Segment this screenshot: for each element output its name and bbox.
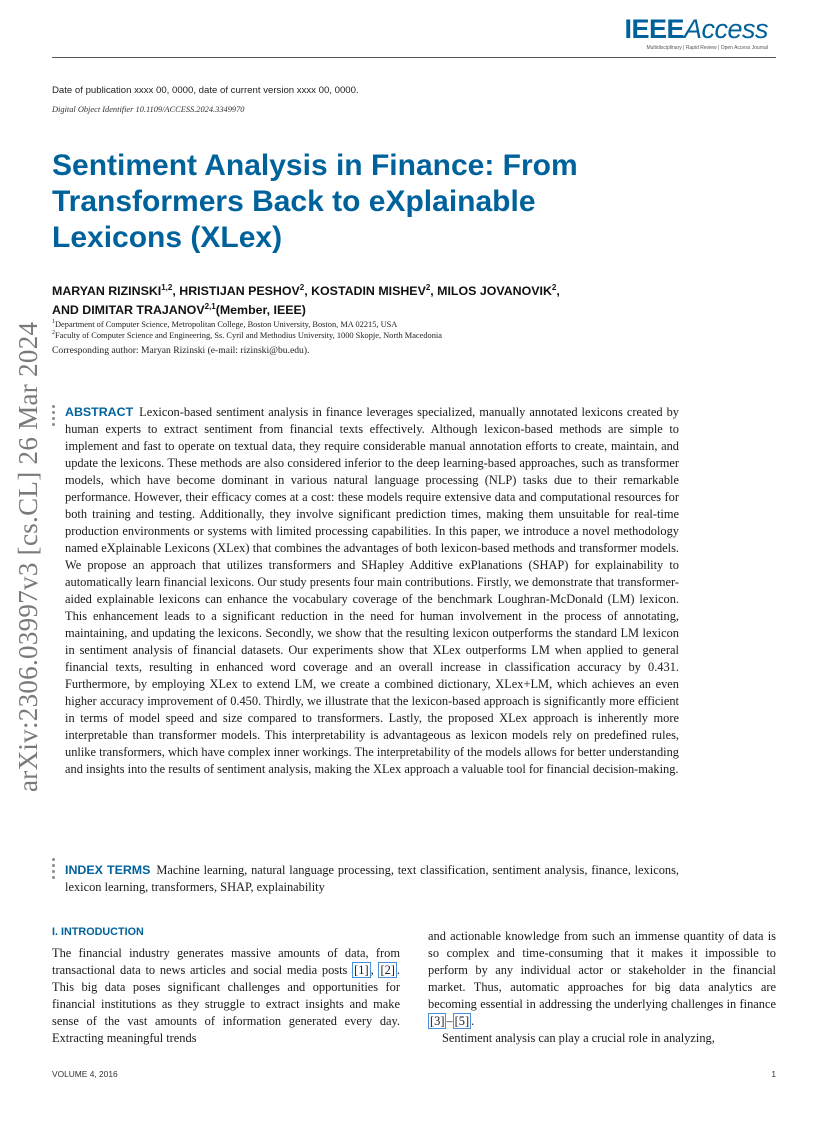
abstract-text: Lexicon-based sentiment analysis in finance leverages specialized, manually annotated lexicons created by human experts to extract sentiment from financial texts effectively. Although lexicon-based methods are simple to implement and fast to operate on textual data, they require considerable manual annotation efforts to create, maintain, and update the lexicons. These methods are also considered inferior to the deep learning-based approaches, such as transformer models, which have become dominant in various natural language processing (NLP) tasks due to their remarkable performance. However, their efficacy comes at a cost: these models require extensive data and computational resources for both training and testing. Additionally, they involve significant prediction times, making them unsuitable for real-time production environments or systems with limited processing capabilities. In this paper, we introduce a novel methodology named eXplainable Lexicons (XLex) that combines the advantages of both lexicon-based methods and transformer models. We propose an approach that utilizes transformers and SHapley Additive exPlanations (SHAP) for explainability to automatically learn financial lexicons. Our study presents four main contributions. Firstly, we demonstrate that transformer-aided explainable lexicons can enhance the vocabulary coverage of the benchmark Loughran-McDonald (LM) lexicon. This enhancement leads to a significant reduction in the need for human involvement in the process of annotating, maintaining, and updating the lexicons. Secondly, we show that the resulting lexicon outperforms the standard LM lexicon in sentiment analysis of financial datasets. Our experiments show that XLex outperforms LM when applied to general financial texts, resulting in enhanced word coverage and an overall increase in classification accuracy by 0.431. Furthermore, by employing XLex to extend LM, we create a combined dictionary, XLex+LM, which achieves an even higher accuracy improvement of 0.450. Thirdly, we illustrate that the lexicon-based approach is significantly more efficient in terms of model speed and size compared to transformers. Lastly, the proposed XLex approach is inherently more interpretable than transformer models. This interpretability is advantageous as lexicon models rely on predefined rules, unlike transformers, which have complex inner workings. The interpretability of the models allows for better understanding and insights into the results of sentiment analysis, making the XLex approach a valuable tool for financial decision-making. xyxy=(65,405,679,776)
title-line: Lexicons (XLex) xyxy=(52,221,283,254)
index-terms xyxy=(65,862,679,896)
author-separator: , xyxy=(430,284,438,299)
affiliation-sup: 1 xyxy=(52,319,55,325)
body-text: The financial industry generates massive amounts of data, from transactional data to news articles and social media posts xyxy=(52,946,400,977)
publication-date: Date of publication xxxx 00, 0000, date of current version xxxx 00, 0000. xyxy=(52,85,359,96)
body-text: . xyxy=(471,1014,475,1028)
author-affil-sup: 2,1 xyxy=(204,302,216,312)
logo-access: Access xyxy=(683,14,768,44)
author-affil-sup: 2 xyxy=(299,283,305,292)
author-list xyxy=(52,280,752,318)
paper-title xyxy=(52,148,672,256)
index-terms-marker-dots xyxy=(52,858,56,882)
logo-tagline: Multidisciplinary | Rapid Review | Open Access Journal xyxy=(646,45,768,51)
footer-volume: VOLUME 4, 2016 xyxy=(52,1069,118,1079)
index-terms-label: INDEX TERMS xyxy=(65,863,151,877)
author-separator: , xyxy=(304,284,312,299)
intro-right-column xyxy=(428,928,776,1047)
author-name: HRISTIJAN PESHOV xyxy=(179,284,300,299)
author-line-2 xyxy=(52,299,752,318)
section-heading-introduction: I. INTRODUCTION xyxy=(52,926,144,938)
abstract xyxy=(65,404,679,778)
author-affil-sup: 2 xyxy=(425,283,431,292)
affiliation-text: Faculty of Computer Science and Engineering, Ss. Cyril and Methodius University, 1000 Skopje, North Macedonia xyxy=(55,330,442,340)
citation-link[interactable]: [3] xyxy=(430,1014,445,1028)
author-affil-sup: 1,2 xyxy=(161,283,173,292)
body-text: , xyxy=(370,963,379,977)
author-separator: , xyxy=(556,284,560,299)
author-separator: , xyxy=(172,284,180,299)
author-name: MILOS JOVANOVIK xyxy=(437,284,552,299)
affiliation-text: Department of Computer Science, Metropolitan College, Boston University, Boston, MA 02215, USA xyxy=(55,319,398,329)
author-line-1 xyxy=(52,280,752,299)
body-text: . This big data poses significant challenges and opportunities for financial institutions as they struggle to extract insights and make sense of the vast amounts of information generated every day. Extracting meaningful trends xyxy=(52,963,400,1045)
body-text: and actionable knowledge from such an immense quantity of data is so complex and time-consuming that it makes it impossible to perform by any individual actor or stakeholder in the financial market. Thus, automatic approaches for big data analytics are becoming essential in addressing the underlying challenges in finance xyxy=(428,929,776,1011)
journal-logo xyxy=(624,14,768,51)
author-membership: (Member, IEEE) xyxy=(215,303,306,318)
page-number: 1 xyxy=(771,1069,776,1079)
author-affil-sup: 2 xyxy=(551,283,557,292)
doi[interactable]: Digital Object Identifier 10.1109/ACCESS.2024.3349970 xyxy=(52,105,245,114)
affiliation-sup: 2 xyxy=(52,330,55,336)
author-name: MARYAN RIZINSKI xyxy=(52,284,162,299)
abstract-marker-dots xyxy=(52,405,56,429)
corresponding-author: Corresponding author: Maryan Rizinski (e-mail: rizinski@bu.edu). xyxy=(52,345,310,356)
abstract-label: ABSTRACT xyxy=(65,405,134,419)
title-line: Sentiment Analysis in Finance: From xyxy=(52,149,578,182)
citation-link[interactable]: [5] xyxy=(454,1014,470,1028)
header-rule xyxy=(52,57,776,58)
author-name: AND DIMITAR TRAJANOV xyxy=(52,303,205,318)
citation-link[interactable]: [2] xyxy=(380,963,395,977)
title-line: Transformers Back to eXplainable xyxy=(52,185,536,218)
index-terms-text: Machine learning, natural language processing, text classification, sentiment analysis, finance, lexicons, lexicon learning, transformers, SHAP, explainability xyxy=(65,863,680,894)
intro-paragraph xyxy=(428,928,776,1030)
arxiv-stamp[interactable]: arXiv:2306.03997v3 [cs.CL] 26 Mar 2024 xyxy=(13,321,43,792)
affiliation-2 xyxy=(52,328,752,341)
body-text: – xyxy=(446,1014,453,1028)
citation-link[interactable]: [1] xyxy=(354,963,369,977)
intro-paragraph: Sentiment analysis can play a crucial role in analyzing, xyxy=(442,1031,715,1045)
intro-left-column xyxy=(52,945,400,1047)
intro-paragraph xyxy=(52,945,400,1047)
logo-ieee: IEEE xyxy=(624,14,684,44)
author-name: KOSTADIN MISHEV xyxy=(311,284,426,299)
